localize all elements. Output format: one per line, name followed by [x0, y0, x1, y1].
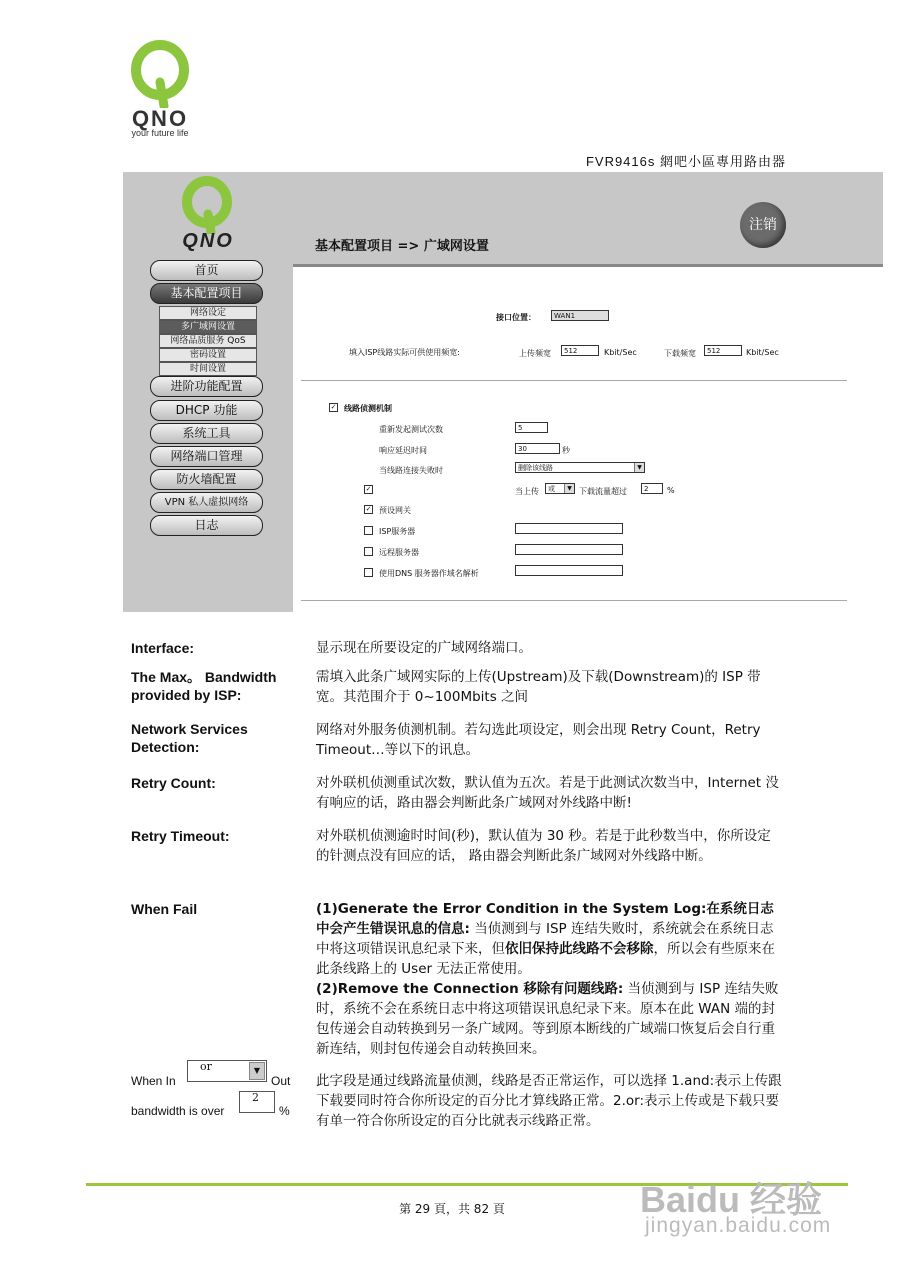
nav-basic-setup[interactable]: 基本配置项目	[150, 283, 263, 304]
when-in-select[interactable]	[187, 1060, 267, 1082]
screenshot-logo-word: QNO	[182, 230, 234, 252]
row-desc-detection: 网络对外服务侦测机制。若勾选此项设定，则会出现 Retry Count，Retry Timeout…等以下的讯息。	[316, 722, 761, 758]
seconds-label: 秒	[562, 446, 570, 455]
remote-server-checkbox[interactable]	[364, 547, 373, 556]
panel-title: 基本配置项目 => 广域网设置	[315, 239, 489, 254]
row-label-interface: Interface:	[131, 640, 195, 656]
row-desc-when-fail	[316, 899, 782, 1059]
chevron-down-icon: ▼	[634, 463, 644, 472]
when-fail-select[interactable]	[515, 462, 645, 473]
subnav-network[interactable]: 网络设定	[159, 306, 257, 320]
interface-label: 接口位置：	[496, 313, 536, 322]
model-title: FVR9416s 網吧小區專用路由器	[585, 154, 786, 169]
dns-lookup-checkbox[interactable]	[364, 568, 373, 577]
when-in-percent: %	[279, 1104, 290, 1118]
remote-server-input[interactable]	[515, 544, 623, 555]
bandwidth-label: 填入ISP线路实际可供使用频宽:	[349, 348, 460, 357]
row-desc-retry-count: 对外联机侦测重试次数，默认值为五次。若是于此测试次数当中，Internet 没有响应的话，路由器会判断此条广域网对外线路中断!	[316, 775, 779, 811]
default-gateway-label: 预设网关	[379, 506, 411, 515]
when-in-percent-input[interactable]: 2	[239, 1091, 275, 1113]
download-input[interactable]: 512	[704, 345, 742, 356]
when-in-checkbox[interactable]: ✓	[365, 485, 372, 493]
detect-checkbox[interactable]: ✓	[330, 403, 337, 411]
nav-dhcp[interactable]: DHCP 功能	[150, 400, 263, 421]
nav-port-management[interactable]: 网络端口管理	[150, 446, 263, 467]
q-logo-icon	[177, 176, 237, 234]
nav-vpn[interactable]: VPN 私人虚拟网络	[150, 492, 263, 513]
retry-count-input[interactable]: 5	[515, 422, 548, 433]
retry-count-label: 重新发起测试次数	[379, 425, 443, 434]
when-fail-p1-text: 当侦测到与 ISP 连结失败时，系统就会在系统日志中将这项错误讯息纪录下来，但	[316, 921, 774, 957]
interface-field[interactable]: WAN1	[551, 310, 609, 321]
section-divider	[301, 600, 847, 601]
retry-timeout-label: 响应延迟时间	[379, 446, 427, 455]
row-desc-retry-timeout: 对外联机侦测逾时时间(秒)，默认值为 30 秒。若是于此秒数当中，你所设定的针测点没有回应的话， 路由器会判断此条广域网对外线路中断。	[316, 828, 771, 864]
when-fail-value: 删除该线路	[518, 464, 553, 472]
when-in-select-value: or	[200, 1060, 212, 1073]
when-in-suffix: Out	[271, 1074, 291, 1088]
default-gateway-checkbox[interactable]: ✓	[365, 505, 372, 513]
page-number: 第 29 頁，共 82 頁	[399, 1202, 505, 1216]
row-label-detection: Network Services Detection:	[131, 721, 248, 755]
logo-tagline: your future life	[131, 128, 189, 138]
dns-lookup-label: 使用DNS 服务器作域名解析	[379, 569, 479, 578]
row-label-bandwidth: The Max。 Bandwidth provided by ISP:	[131, 669, 277, 703]
subnav-time[interactable]: 时间设置	[159, 362, 257, 376]
nav-firewall[interactable]: 防火墙配置	[150, 469, 263, 490]
when-in-line2: bandwidth is over	[131, 1104, 225, 1118]
wan-settings-content	[293, 267, 883, 612]
row-desc-when-in: 此字段是通过线路流量侦测，线路是否正常运作，可以选择 1.and:表示上传跟下载要同时符合你所设定的百分比才算线路正常。2.or:表示上传或是下载只要有单一符合你所设定的百分比就表示线路正常。	[316, 1073, 782, 1129]
download-exceed-label: 下载流量超过	[579, 487, 627, 496]
isp-server-checkbox[interactable]	[364, 526, 373, 535]
nav-log[interactable]: 日志	[150, 515, 263, 536]
remote-server-label: 远程服务器	[379, 548, 419, 557]
when-fail-p1-tail: ，所以会有些原来在此条线路上的 User 无法正常使用。	[316, 941, 775, 977]
download-unit: Kbit/Sec	[746, 348, 779, 357]
watermark-url: jingyan.baidu.com	[645, 1214, 832, 1237]
nav-home[interactable]: 首页	[150, 260, 263, 281]
when-fail-p1-bold: (1)Generate the Error Condition in the System Log:在系统日志中会产生错误讯息的信息:	[316, 901, 774, 937]
watermark-text: Baidu 经验	[640, 1179, 823, 1220]
subnav-qos[interactable]: 网络品质服务 QoS	[159, 334, 257, 348]
when-fail-p2-bold: (2)Remove the Connection 移除有问题线路:	[316, 981, 624, 997]
when-fail-label: 当线路连接失败时	[379, 466, 443, 475]
logout-button[interactable]: 注销	[740, 202, 786, 248]
and-or-select[interactable]	[545, 483, 575, 494]
nav-system-tools[interactable]: 系统工具	[150, 423, 263, 444]
logo-word: QNO	[131, 106, 189, 131]
retry-timeout-input[interactable]: 30	[515, 443, 560, 454]
when-upload-label: 当上传	[515, 487, 539, 496]
qno-logo	[120, 40, 200, 136]
upload-input[interactable]: 512	[561, 345, 599, 356]
row-label-when-fail: When Fail	[131, 901, 198, 917]
chevron-down-icon: ▼	[564, 484, 574, 493]
and-or-value: 或	[548, 485, 555, 493]
subnav-password[interactable]: 密码设置	[159, 348, 257, 362]
when-fail-p1-bold2: 依旧保持此线路不会移除	[505, 941, 654, 957]
percent-sign: %	[667, 486, 675, 495]
isp-server-input[interactable]	[515, 523, 623, 534]
isp-server-label: ISP服务器	[379, 527, 416, 536]
row-desc-interface: 显示现在所要设定的广域网络端口。	[316, 640, 532, 656]
when-fail-p2-text: 当侦测到与 ISP 连结失败时，系统不会在系统日志中将这项错误讯息纪录下来。原本在此 WAN 端的封包传递会自动转换到另一条广域网。等到原本断线的广域端口恢复后会自行重新连结，则封包传递会自动转换回来。	[316, 981, 779, 1057]
dns-lookup-input[interactable]	[515, 565, 623, 576]
upload-unit: Kbit/Sec	[604, 348, 637, 357]
section-divider	[301, 380, 847, 381]
when-in-prefix: When In	[131, 1074, 176, 1088]
download-label: 下载频宽	[664, 349, 696, 358]
router-screenshot	[123, 172, 883, 612]
row-label-retry-timeout: Retry Timeout:	[131, 828, 230, 844]
chevron-down-icon: ▼	[249, 1062, 265, 1080]
row-label-retry-count: Retry Count:	[131, 775, 216, 791]
subnav-multi-wan[interactable]: 多广域网设置	[159, 320, 257, 334]
nav-advanced[interactable]: 进阶功能配置	[150, 376, 263, 397]
row-desc-bandwidth: 需填入此条广域网实际的上传(Upstream)及下载(Downstream)的 ISP 带宽。其范围介于 0~100Mbits 之间	[316, 669, 761, 705]
q-logo-icon	[130, 40, 190, 108]
upload-label: 上传频宽	[519, 349, 551, 358]
detect-label: 线路侦测机制	[344, 404, 392, 413]
percent-input[interactable]: 2	[641, 483, 663, 494]
